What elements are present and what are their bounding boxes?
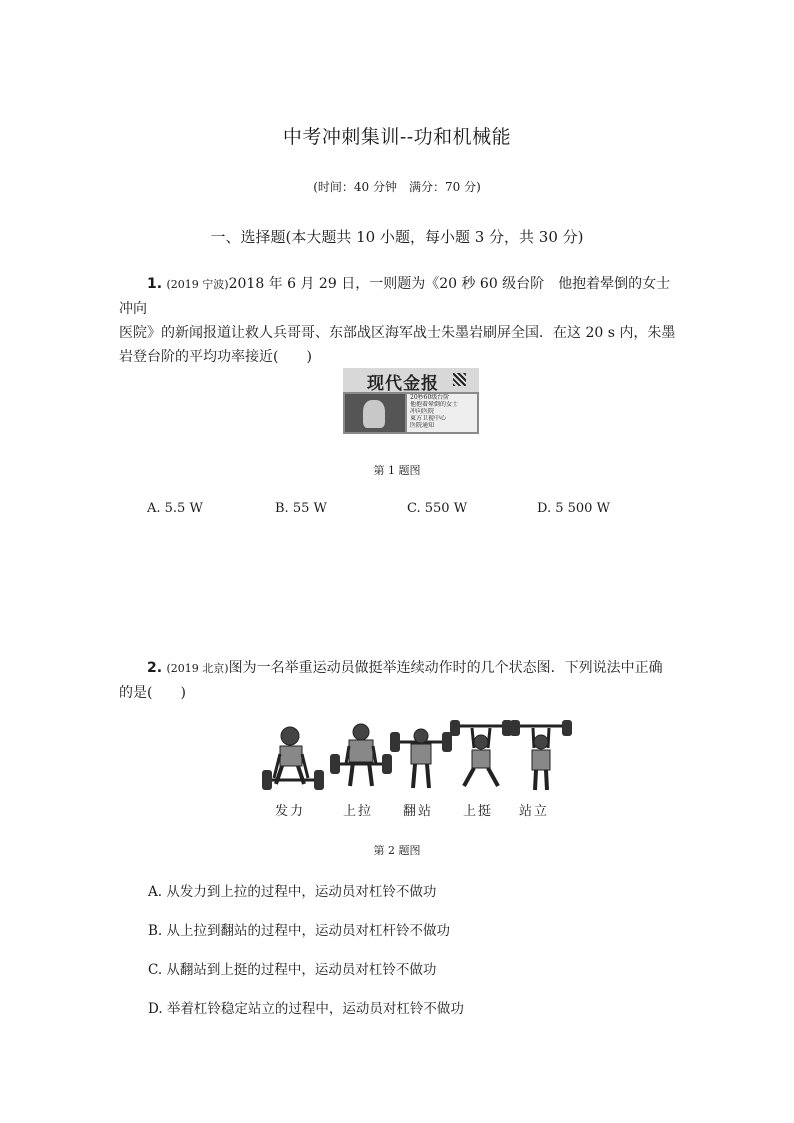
question-2-line1: 图为一名举重运动员做挺举连续动作时的几个状态图．下列说法中正确: [228, 660, 663, 676]
question-1-line1: 2018 年 6 月 29 日，一则题为《20 秒 60 级台阶 他抱着晕倒的女士冲向: [119, 276, 671, 317]
exam-meta: (时间：40 分钟 满分：70 分): [313, 180, 481, 194]
question-1-line2: 医院》的新闻报道让救人兵哥哥、东部战区海军战士朱墨岩刷屏全国．在这 20 s 内，朱墨: [119, 325, 676, 341]
section-heading: 一、选择题(本大题共 10 小题，每小题 3 分，共 30 分): [210, 228, 584, 246]
person-figure: [363, 400, 385, 428]
newspaper-headline-1: 20秒60级台阶: [410, 394, 450, 401]
stage-label-3: 翻站: [402, 804, 433, 819]
question-1-text: [119, 272, 679, 369]
qr-code-icon: [453, 373, 466, 386]
newspaper-small-1: 東方卫视中心: [410, 415, 447, 422]
stage-label-2: 上拉: [342, 804, 373, 819]
figure-2-caption: 第 2 题图: [373, 844, 421, 857]
question-1-line3: 岩登台阶的平均功率接近( ): [119, 349, 312, 365]
question-1-number: 1.: [147, 276, 163, 292]
stage-label-4: 上挺: [462, 804, 493, 819]
newspaper-headline-2: 他抱着晕倒的女士: [410, 401, 459, 408]
lifter-stage-5-figure: [506, 720, 576, 792]
stage-label-5: 站立: [518, 804, 549, 819]
lifter-stage-1-figure: [258, 720, 328, 792]
stage-label-1: 发力: [274, 804, 305, 819]
newspaper-photo: [345, 394, 405, 432]
question-1-option-b[interactable]: B. 55 W: [275, 501, 327, 516]
question-1-option-c[interactable]: C. 550 W: [407, 501, 468, 516]
question-1-option-a[interactable]: A. 5.5 W: [147, 501, 203, 516]
newspaper-masthead: 现代金报: [367, 374, 439, 394]
question-2-option-c[interactable]: C. 从翻站到上挺的过程中，运动员对杠铃不做功: [148, 962, 437, 978]
question-2-option-d[interactable]: D. 举着杠铃稳定站立的过程中，运动员对杠铃不做功: [148, 1001, 464, 1017]
question-2-source: (2019 北京): [166, 662, 229, 675]
question-2-line2: 的是( ): [119, 685, 186, 701]
newspaper-headline-block: [407, 394, 477, 432]
question-2-option-b[interactable]: B. 从上拉到翻站的过程中，运动员对杠杆铃不做功: [148, 923, 451, 939]
question-1-source: (2019 宁波): [166, 278, 229, 291]
question-1-option-d[interactable]: D. 5 500 W: [537, 501, 610, 516]
page-title: 中考冲刺集训--功和机械能: [282, 126, 512, 148]
figure-1-caption: 第 1 题图: [373, 464, 421, 477]
newspaper-small-2: 医院通知: [410, 422, 435, 429]
question-2-text: [119, 656, 679, 705]
question-2-option-a[interactable]: A. 从发力到上拉的过程中，运动员对杠铃不做功: [148, 884, 437, 900]
question-2-number: 2.: [147, 660, 163, 676]
newspaper-image: [343, 368, 479, 434]
newspaper-headline-3: 冲向医院: [410, 408, 435, 415]
